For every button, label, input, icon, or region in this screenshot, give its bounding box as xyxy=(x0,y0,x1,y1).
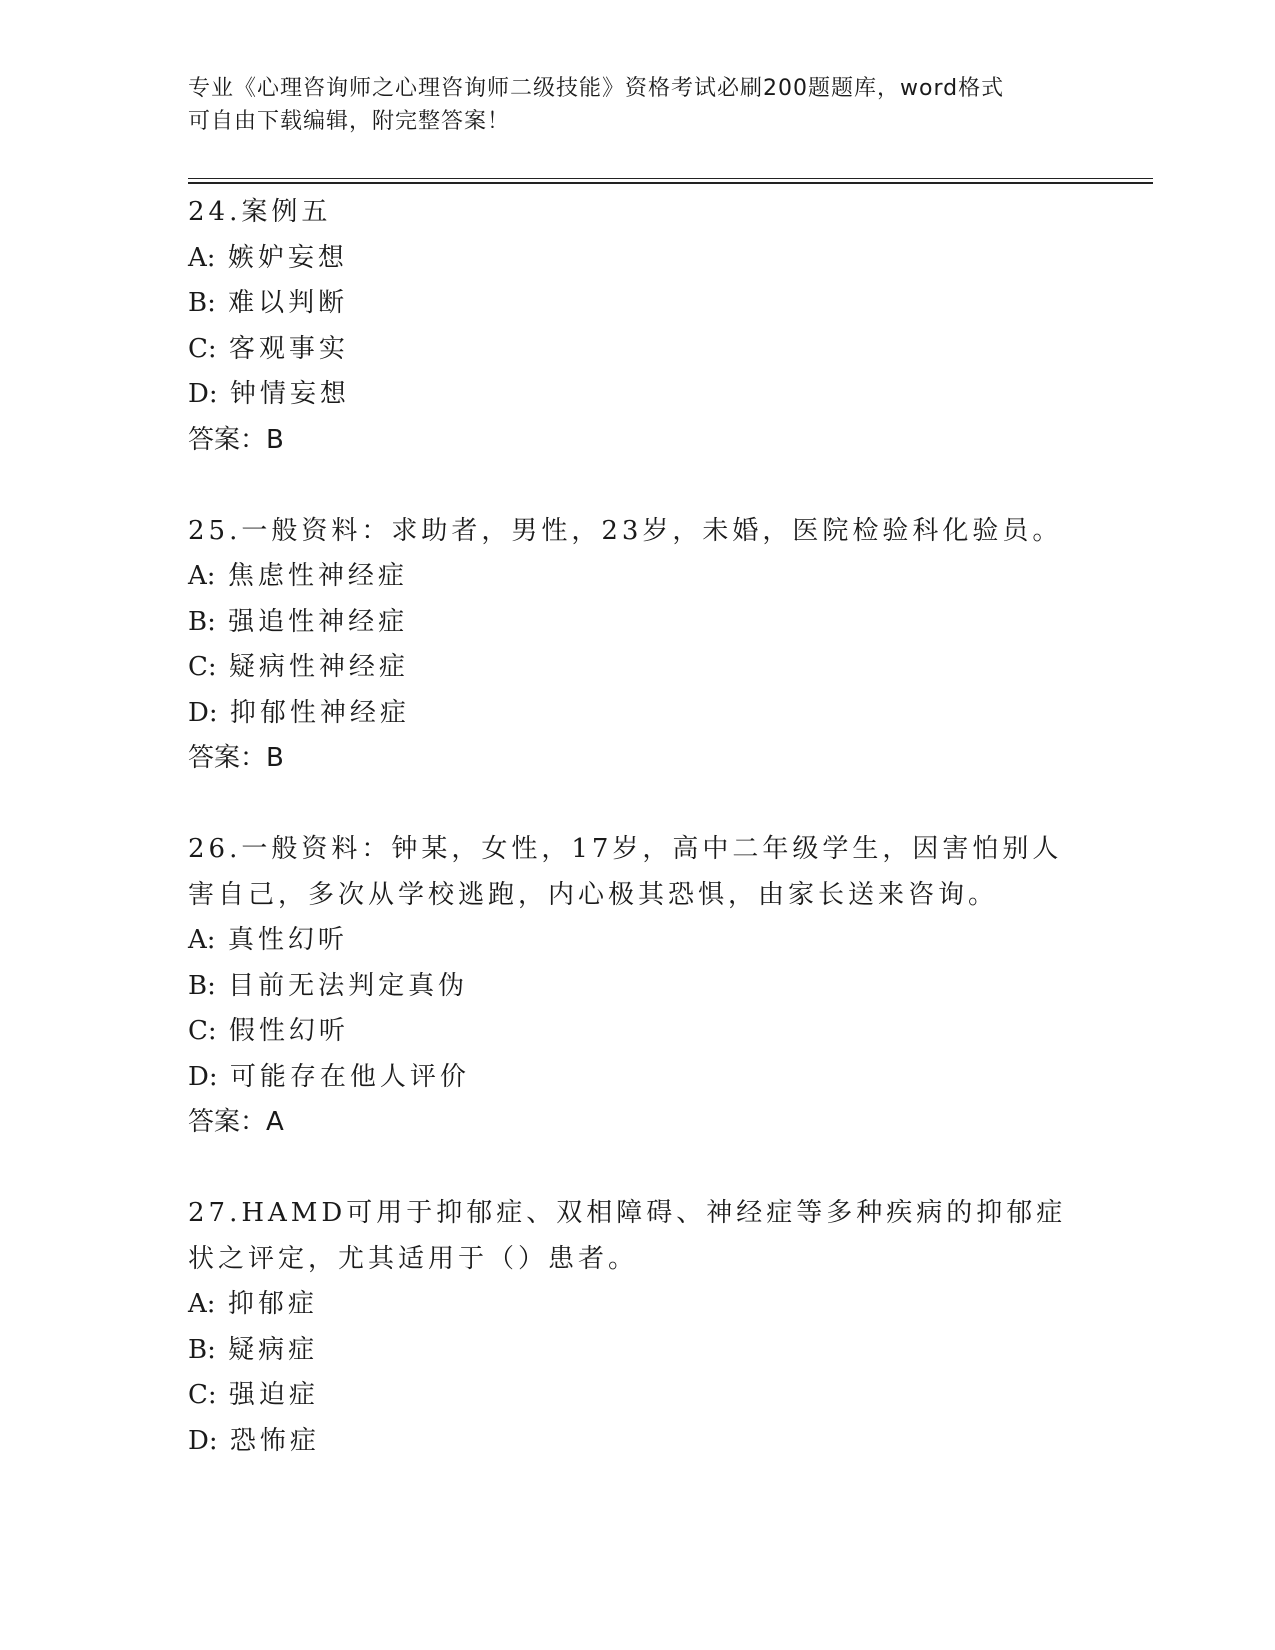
option-b xyxy=(188,964,1088,1010)
question-spacer xyxy=(188,782,1088,828)
option-text: 钟情妄想 xyxy=(229,379,350,409)
option-text: 客观事实 xyxy=(228,333,349,364)
question-list xyxy=(188,190,1088,1464)
option-text: 焦虑性神经症 xyxy=(227,561,408,591)
option-a xyxy=(188,236,1088,282)
option-text: 可能存在他人评价 xyxy=(229,1061,470,1092)
option-d xyxy=(188,1419,1088,1465)
option-letter: A: xyxy=(188,561,216,591)
option-letter: D: xyxy=(188,1061,218,1092)
option-letter: A: xyxy=(188,242,216,273)
option-text: 嫉妒妄想 xyxy=(227,242,348,273)
answer-line: 答案：B xyxy=(188,743,284,773)
question-stem: 25.一般资料：求助者，男性，23岁，未婚，医院检验科化验员。 xyxy=(188,515,1063,546)
option-b xyxy=(188,1328,1088,1374)
option-c xyxy=(188,327,1088,373)
option-a xyxy=(188,918,1088,964)
option-letter: B: xyxy=(188,288,216,318)
header-divider-thick xyxy=(188,182,1153,184)
question-26 xyxy=(188,827,1088,1191)
option-b xyxy=(188,281,1088,327)
option-text: 强迫症 xyxy=(228,1380,319,1410)
header-line-2: 可自由下载编辑，附完整答案！ xyxy=(188,109,511,134)
option-text: 恐怖症 xyxy=(229,1425,320,1456)
option-c xyxy=(188,645,1088,691)
option-letter: B: xyxy=(188,1334,216,1365)
option-c xyxy=(188,1009,1088,1055)
option-letter: B: xyxy=(188,970,216,1001)
option-letter: A: xyxy=(188,1289,216,1319)
option-text: 强追性神经症 xyxy=(228,606,409,637)
option-letter: C: xyxy=(188,1380,217,1410)
question-25 xyxy=(188,509,1088,828)
option-letter: B: xyxy=(188,606,216,637)
option-d xyxy=(188,691,1088,737)
page-header xyxy=(188,72,1088,138)
option-letter: D: xyxy=(188,379,218,409)
option-a xyxy=(188,1282,1088,1328)
answer-line: 答案：B xyxy=(188,424,284,455)
option-text: 假性幻听 xyxy=(228,1016,349,1046)
option-text: 难以判断 xyxy=(228,288,349,318)
question-stem: 24.案例五 xyxy=(188,197,332,227)
option-d xyxy=(188,372,1088,418)
option-c xyxy=(188,1373,1088,1419)
option-text: 疑病症 xyxy=(228,1334,319,1365)
answer-line: 答案：A xyxy=(188,1107,284,1137)
option-b xyxy=(188,600,1088,646)
option-text: 真性幻听 xyxy=(227,925,348,955)
header-divider-thin xyxy=(188,178,1153,179)
option-d xyxy=(188,1055,1088,1101)
option-letter: A: xyxy=(188,925,216,955)
option-letter: C: xyxy=(188,652,217,682)
option-a xyxy=(188,554,1088,600)
option-letter: D: xyxy=(188,697,218,728)
option-text: 抑郁症 xyxy=(227,1289,318,1319)
question-spacer xyxy=(188,463,1088,509)
header-line-1: 专业《心理咨询师之心理咨询师二级技能》资格考试必刷200题题库，word格式 xyxy=(188,76,1005,101)
question-27 xyxy=(188,1191,1088,1464)
option-text: 疑病性神经症 xyxy=(228,652,409,682)
option-text: 抑郁性神经症 xyxy=(229,697,410,728)
option-letter: C: xyxy=(188,333,217,364)
option-letter: D: xyxy=(188,1425,218,1456)
question-24 xyxy=(188,190,1088,509)
question-stem: 27.HAMD可用于抑郁症、双相障碍、神经症等多种疾病的抑郁症状之评定，尤其适用于（）患者。 xyxy=(188,1198,1067,1274)
question-stem: 26.一般资料：钟某，女性，17岁，高中二年级学生，因害怕别人害自己，多次从学校逃跑，内心极其恐惧，由家长送来咨询。 xyxy=(188,834,1063,910)
question-spacer xyxy=(188,1146,1088,1192)
option-letter: C: xyxy=(188,1016,217,1046)
option-text: 目前无法判定真伪 xyxy=(228,970,469,1001)
